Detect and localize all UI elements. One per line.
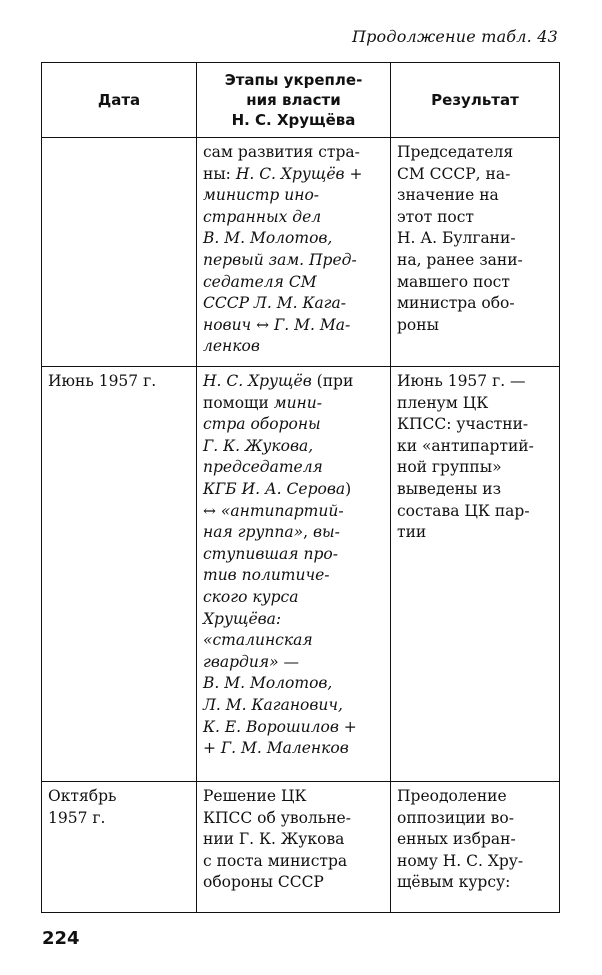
header-stages-line: Этапы укрепле- [224, 71, 363, 89]
text: , [303, 523, 313, 542]
italic-text: В. М. Молотов, [203, 674, 333, 693]
italic-text: ная группа» [203, 523, 304, 542]
cell-line: оппозиции во- [397, 808, 514, 827]
italic-text: министр ино- [203, 186, 320, 205]
result-cell [391, 367, 560, 782]
italic-text: ступившая про- [203, 544, 338, 563]
cell-line [203, 829, 384, 851]
italic-text: В. М. Молотов, [203, 229, 333, 248]
result-cell [391, 782, 560, 913]
text: (при [311, 372, 354, 390]
cell-line: на, ранее зани- [397, 250, 523, 269]
italic-text: КГБ И. А. Серова [203, 479, 346, 498]
cell-line [203, 652, 384, 674]
cell-line: состава ЦК пар- [397, 501, 530, 520]
cell-line [203, 393, 384, 415]
cell-line: значение на [397, 186, 499, 205]
italic-text: мини- [273, 393, 322, 412]
history-table [41, 62, 560, 913]
italic-text: тив политиче- [203, 566, 330, 585]
italic-text: нович ↔ Г. М. Ма- [203, 315, 351, 334]
italic-text: стра обороны [203, 415, 321, 434]
date-cell [42, 138, 197, 367]
cell-line: енных избран- [397, 830, 516, 849]
cell-line [203, 786, 384, 808]
cell-line: этот пост [397, 207, 475, 226]
stage-cell [197, 138, 391, 367]
cell-line: роны [397, 315, 439, 334]
table-header-row [42, 63, 560, 138]
cell-line [203, 142, 384, 164]
text: ) [345, 479, 352, 498]
cell-line: КПСС: участни- [397, 415, 529, 434]
cell-line: Октябрь [48, 787, 117, 805]
italic-text: Хрущёва: [203, 609, 282, 628]
table-body [42, 138, 560, 913]
cell-line [203, 436, 384, 458]
cell-line [203, 185, 384, 207]
italic-text: седателя СМ [203, 272, 317, 291]
cell-line [203, 673, 384, 695]
cell-line: Преодоление [397, 787, 507, 805]
cell-line [203, 587, 384, 609]
cell-line [203, 315, 384, 337]
header-stages-line: Н. С. Хрущёва [231, 111, 356, 129]
cell-line [203, 164, 384, 186]
cell-line: ному Н. С. Хру- [397, 851, 524, 870]
cell-line: пленум ЦК [397, 393, 489, 412]
cell-line: Н. А. Булгани- [397, 229, 516, 248]
header-stages-line: ния власти [246, 91, 341, 109]
italic-text: Л. М. Каганович, [203, 695, 343, 714]
text: обороны СССР [203, 873, 324, 892]
cell-line [203, 738, 384, 760]
cell-line [203, 808, 384, 830]
cell-line [203, 695, 384, 717]
cell-line [203, 717, 384, 739]
text: ны: [203, 164, 236, 183]
header-date: Дата [42, 63, 197, 138]
cell-line: Июнь 1957 г. — [397, 372, 526, 390]
cell-line [203, 250, 384, 272]
italic-text: + Г. М. Маленков [203, 739, 349, 758]
table-row [42, 367, 560, 782]
cell-line: выведены из [397, 479, 502, 498]
italic-text: «сталинская [203, 631, 313, 650]
italic-text: Н. С. Хрущёв [203, 372, 312, 390]
table-row [42, 782, 560, 913]
cell-line: мавшего пост [397, 272, 510, 291]
italic-text: гвардия» — [203, 652, 299, 671]
table-continuation-label: Продолжение табл. 43 [351, 27, 558, 46]
italic-text: первый зам. Пред- [203, 250, 357, 269]
table-row [42, 138, 560, 367]
cell-line [203, 293, 384, 315]
cell-line: щёвым курсу: [397, 873, 511, 892]
cell-line [203, 872, 384, 894]
cell-line [203, 609, 384, 631]
text: сам развития стра- [203, 143, 360, 161]
cell-line [203, 336, 384, 358]
cell-line [203, 522, 384, 544]
italic-text: вы- [312, 523, 340, 542]
cell-line: Председателя [397, 143, 514, 161]
date-cell [42, 782, 197, 913]
cell-line [203, 565, 384, 587]
text: Решение ЦК [203, 787, 307, 805]
cell-line [203, 371, 384, 393]
text: помощи [203, 393, 274, 412]
header-result: Результат [391, 63, 560, 138]
cell-line: 1957 г. [48, 808, 106, 827]
cell-line [203, 851, 384, 873]
cell-line: тии [397, 523, 427, 542]
italic-text: ленков [203, 337, 260, 356]
date-cell [42, 367, 197, 782]
stage-cell [197, 782, 391, 913]
cell-line [203, 272, 384, 294]
text: нии Г. К. Жукова [203, 830, 345, 849]
cell-line [203, 207, 384, 229]
cell-line [203, 414, 384, 436]
cell-line [203, 630, 384, 652]
italic-text: Н. С. Хрущёв + [235, 164, 363, 183]
cell-line: Июнь 1957 г. [48, 372, 157, 390]
cell-line [203, 479, 384, 501]
italic-text: Г. К. Жукова, [203, 436, 314, 455]
cell-line: министра обо- [397, 294, 515, 313]
text: с поста министра [203, 851, 348, 870]
stage-cell [197, 367, 391, 782]
italic-text: ского курса [203, 587, 299, 606]
result-cell [391, 138, 560, 367]
italic-text: странных дел [203, 207, 322, 226]
page-number: 224 [42, 928, 80, 949]
italic-text: СССР Л. М. Кага- [203, 294, 346, 313]
italic-text: председателя [203, 458, 323, 477]
cell-line: ной группы» [397, 458, 502, 477]
italic-text: К. Е. Ворошилов + [203, 717, 357, 736]
cell-line: ки «антипартий- [397, 436, 534, 455]
cell-line: СМ СССР, на- [397, 164, 511, 183]
italic-text: ↔ «антипартий- [203, 501, 344, 520]
cell-line [203, 544, 384, 566]
cell-line [203, 457, 384, 479]
cell-line [203, 228, 384, 250]
cell-line [203, 501, 384, 523]
text: КПСС об увольне- [203, 808, 351, 827]
header-stages [197, 63, 391, 138]
